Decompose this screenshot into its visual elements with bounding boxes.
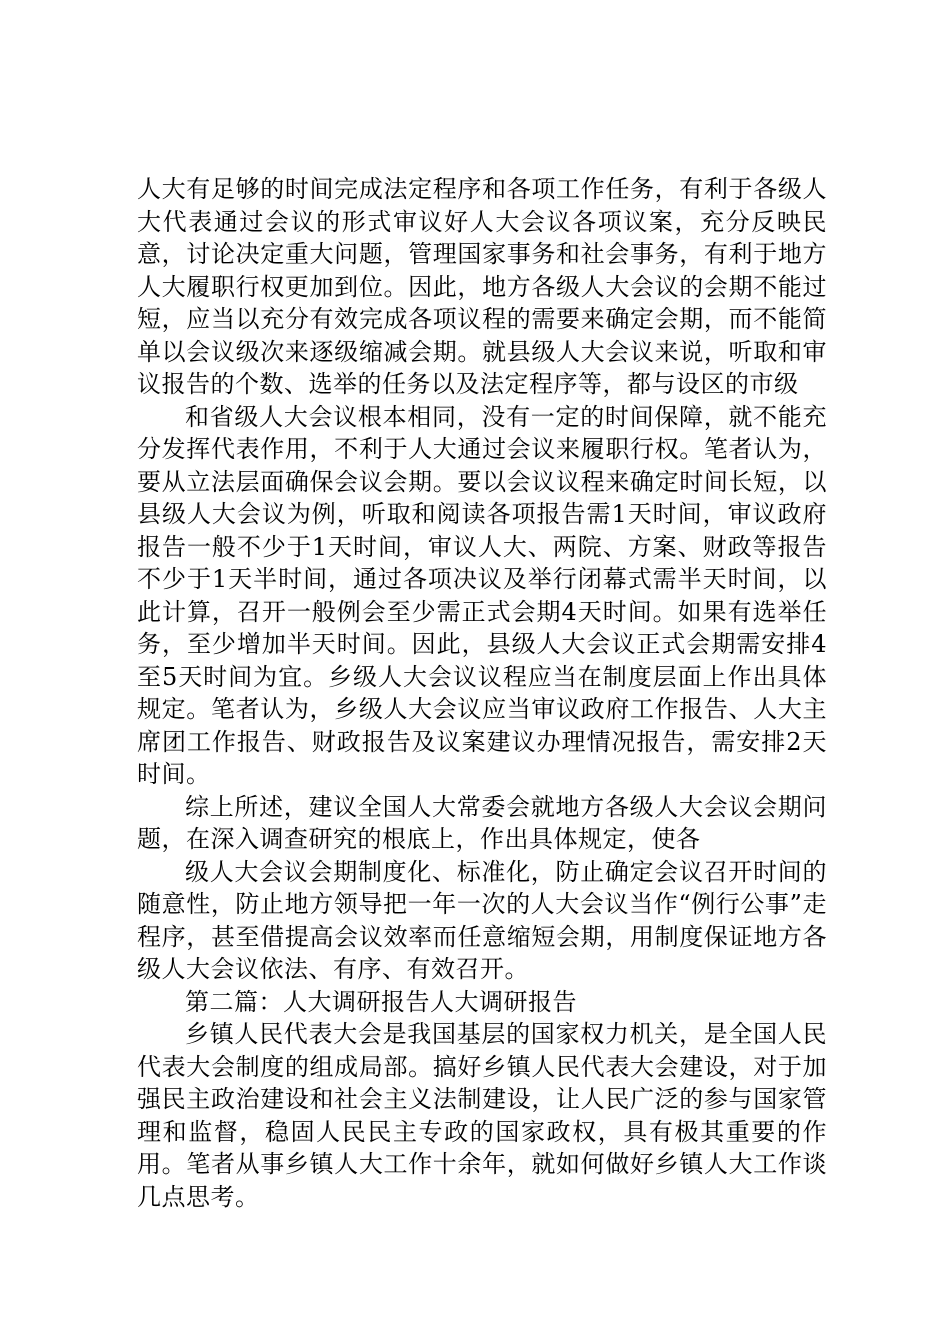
document-body	[137, 173, 827, 1213]
paragraph-4: 级人大会议会期制度化、标准化，防止确定会议召开时间的随意性，防止地方领导把一年一次的人大会议当作“例行公事”走程序，甚至借提高会议效率而任意缩短会期，用制度保证地方各级人大会议依法、有序、有效召开。	[137, 857, 827, 983]
paragraph-3: 综上所述，建议全国人大常委会就地方各级人大会议会期问题，在深入调查研究的根底上，作出具体规定，使各	[137, 792, 827, 853]
section-heading: 第二篇：人大调研报告人大调研报告	[185, 987, 577, 1016]
paragraph-1: 人大有足够的时间完成法定程序和各项工作任务，有利于各级人大代表通过会议的形式审议好人大会议各项议案，充分反映民意，讨论决定重大问题，管理国家事务和社会事务，有利于地方人大履职行权更加到位。因此，地方各级人大会议的会期不能过短，应当以充分有效完成各项议程的需要来确定会期，而不能简单以会议级次来逐级缩减会期。就县级人大会议来说，听取和审议报告的个数、选举的任务以及法定程序等，都与设区的市级	[137, 175, 827, 398]
paragraph-2: 和省级人大会议根本相同，没有一定的时间保障，就不能充分发挥代表作用，不利于人大通过会议来履职行权。笔者认为，要从立法层面确保会议会期。要以会议议程来确定时间长短，以县级人大会议为例，听取和阅读各项报告需1天时间，审议政府报告一般不少于1天时间，审议人大、两院、方案、财政等报告不少于1天半时间，通过各项决议及举行闭幕式需半天时间，以此计算，召开一般例会至少需正式会期4天时间。如果有选举任务，至少增加半天时间。因此，县级人大会议正式会期需安排4至5天时间为宜。乡级人大会议议程应当在制度层面上作出具体规定。笔者认为，乡级人大会议应当审议政府工作报告、人大主席团工作报告、财政报告及议案建议办理情况报告，需安排2天时间。	[137, 402, 827, 788]
paragraph-6: 乡镇人民代表大会是我国基层的国家权力机关，是全国人民代表大会制度的组成局部。搞好乡镇人民代表大会建设，对于加强民主政治建设和社会主义法制建设，让人民广泛的参与国家管理和监督，稳固人民民主专政的国家政权，具有极其重要的作用。笔者从事乡镇人大工作十余年，就如何做好乡镇人大工作谈几点思考。	[137, 1020, 827, 1211]
